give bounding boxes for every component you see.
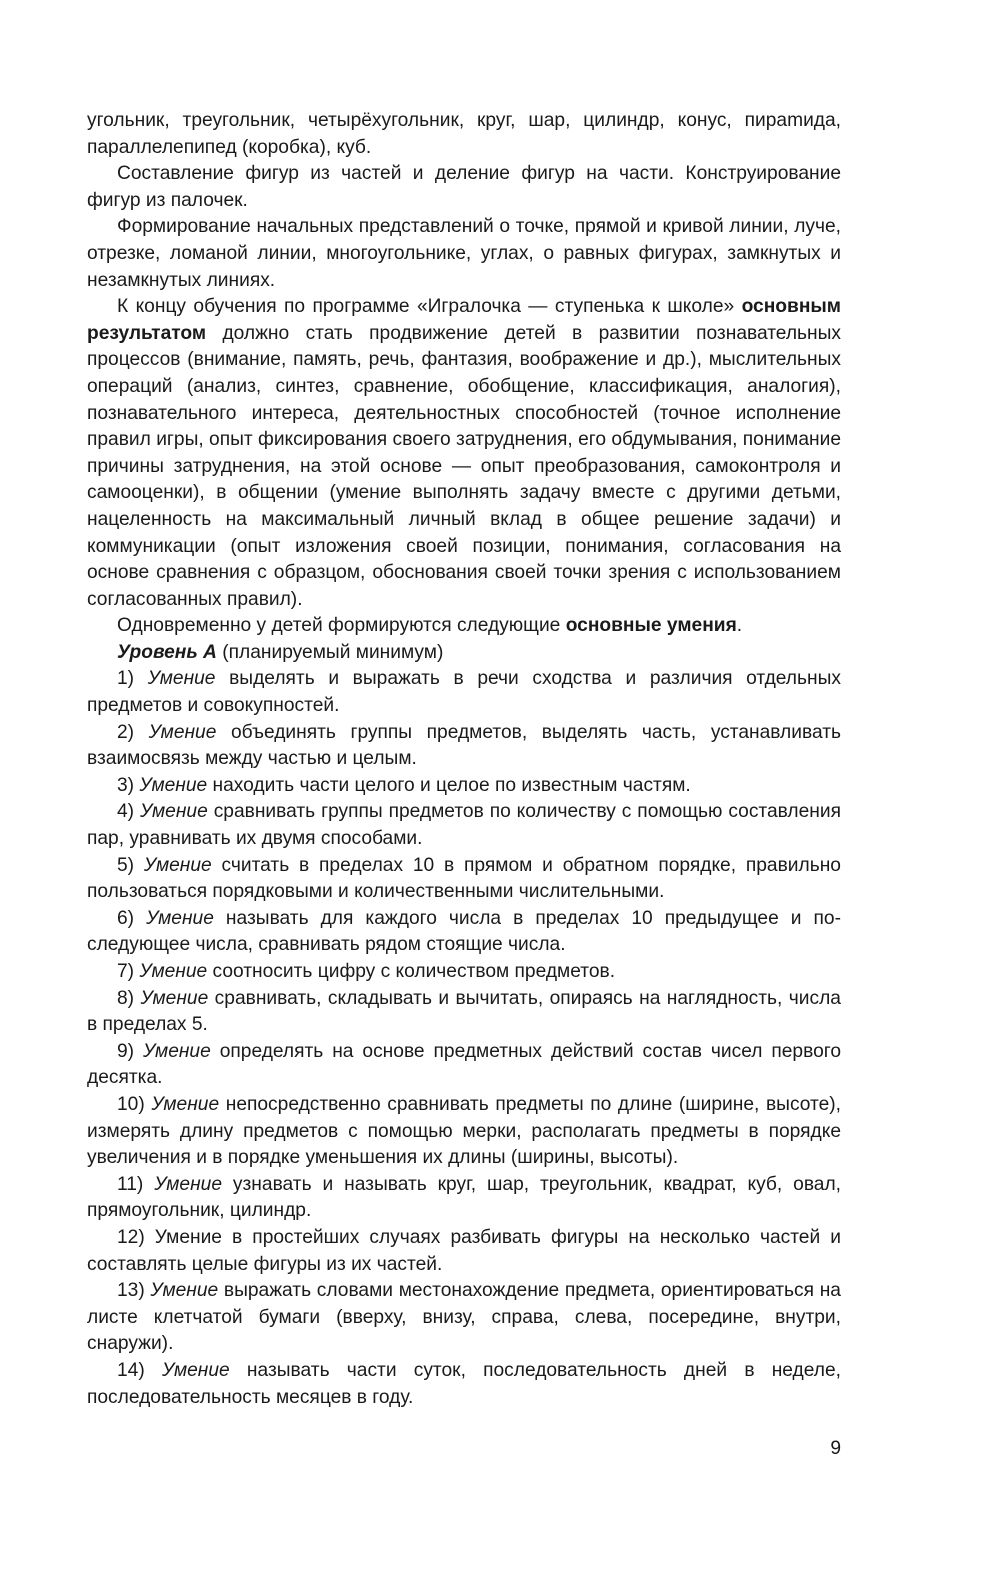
text-segment: должно стать продвижение детей в развитии познавательных процессов (внимание, память, речь, фантазия, воображение и др.), мыслительных операций (анализ, синтез, сравнение, обобщение, классификация, аналогия), познавательного интереса, деятельностных способностей (точное исполнение правил игры, опыт фиксирования своего затруднения, его обдумывания, понимание причины затруднения, на этой основе — опыт преобразования, самоконтроля и самооценки), в общении (умение выполнять задачу вместе с другими детьми, нацеленность на максимальный личный вклад в общее решение задачи) и коммуникации (опыт изложения своей позиции, понимания, согласования на основе сравнения с образцом, обоснования своей точки зрения с использованием согласованных правил). [87,322,841,610]
text-segment: (планируемый минимум) [216,641,444,663]
skill-item-12 [87,1225,841,1278]
level-a-heading [87,640,841,667]
item-text: считать в пределах 10 в прямом и обратном порядке, правильно пользоваться порядковыми и количественными числительными. [87,854,841,903]
skill-item-7 [87,959,841,986]
skill-item-14 [87,1358,841,1411]
level-title: Уровень А [117,641,217,663]
skill-item-6 [87,906,841,959]
item-text: находить части целого и целое по известным частям. [207,774,691,796]
bold-phrase: основным результатом [87,296,841,344]
skill-item-13 [87,1278,841,1358]
italic-keyword: Умение [146,907,214,929]
italic-keyword: Умение [143,1040,211,1062]
skill-item-3 [87,773,841,800]
item-number: 9) [117,1040,143,1062]
item-text: сравнивать группы предметов по количеству с помощью составления пар, уравнивать их двумя способами. [87,801,841,850]
skill-item-5 [87,853,841,906]
item-text: называть для каждого числа в пределах 10 предыдущее и последующее числа, сравнивать рядом стоящие числа. [87,907,841,956]
italic-keyword: Умение [140,987,209,1009]
item-text: объединять группы предметов, выделять часть, устанавливать взаимосвязь между частью и целым. [87,721,841,770]
item-number: 8) [117,987,141,1009]
skill-item-11 [87,1172,841,1225]
italic-keyword: Умение [150,1280,219,1302]
paragraph-skills-intro [87,613,841,640]
item-number: 11) [117,1173,155,1195]
skill-item-9 [87,1039,841,1092]
text-segment: Одновременно у детей формируются следующие [117,615,566,637]
skill-item-10 [87,1092,841,1172]
item-text: непосредственно сравнивать предметы по длине (ширине, высоте), измерять длину предметов с помощью мерки, располагать предметы в порядке увеличения и в порядке уменьшения их длины (ширины, высоты). [87,1093,841,1169]
item-number: 14) [117,1359,162,1381]
item-text: выделять и выражать в речи сходства и различия отдельных предметов и совокупностей. [87,668,841,717]
item-number: 2) [117,721,149,743]
item-number: 3) [117,774,140,796]
italic-keyword: Умение [139,801,208,823]
italic-keyword: Умение [139,961,208,982]
page-body [87,108,841,1411]
item-number: 6) [117,907,147,929]
paragraph-representations [87,214,841,294]
item-text: сравнивать, складывать и вычитать, опираясь на наглядность, числа в пределах 5. [87,987,841,1036]
text-segment: К концу обучения по программе «Игралочка — ступенька к школе» [117,296,742,318]
item-text: называть части суток, последовательность дней в неделе, последовательность месяцев в году. [87,1359,841,1408]
item-number: 10) [117,1093,152,1115]
italic-keyword: Умение [148,721,217,743]
paragraph-main-results [87,294,841,613]
italic-keyword: Умение [154,1173,222,1195]
text-segment: Составление фигур из частей и деление фигур на части. Конструирование фигур из палочек. [87,163,841,211]
skill-item-2 [87,720,841,773]
italic-keyword: Умение [151,1093,220,1115]
page-number: 9 [830,1438,841,1459]
item-number: 5) [117,854,144,876]
italic-keyword: Умение [161,1359,230,1381]
item-text: определять на основе предметных действий состав чисел первого десятка. [87,1040,841,1089]
italic-keyword: Умение [139,774,208,796]
item-text: выражать словами местонахождение предмета, ориентироваться на листе клетчатой бумаги (вверху, внизу, справа, слева, посередине, внутри, снаружи). [87,1280,841,1355]
bold-phrase: основные умения [565,615,737,637]
text-segment: . [736,615,743,637]
item-number: 1) [117,668,148,690]
item-text: узнавать и называть круг, шар, треугольник, квадрат, куб, овал, прямоугольник, цилиндр. [87,1173,841,1222]
item-text: 12) Умение в простейших случаях разбивать фигуры на несколько частей и составлять целые фигуры из их частей. [87,1226,841,1275]
text-segment: Формирование начальных представлений о точке, прямой и кривой линии, луче, отрезке, ломаной линии, многоугольнике, углах, о равных фигурах, замкнутых и незамкнутых линиях. [87,216,841,291]
item-number: 13) [117,1280,151,1302]
paragraph-composition [87,161,841,214]
skill-item-8 [87,986,841,1039]
italic-keyword: Умение [143,854,212,876]
item-number: 7) [117,961,140,982]
item-number: 4) [117,801,140,823]
skill-item-4 [87,799,841,852]
item-text: соотносить цифру с количеством предметов. [207,961,616,982]
skill-item-1 [87,666,841,719]
text-segment: угольник, треугольник, четырёхугольник, круг, шар, цилиндр, конус, пираmида, параллелепипед (коробка), куб. [87,110,841,158]
italic-keyword: Умение [147,668,216,690]
paragraph-figures-list [87,108,841,161]
